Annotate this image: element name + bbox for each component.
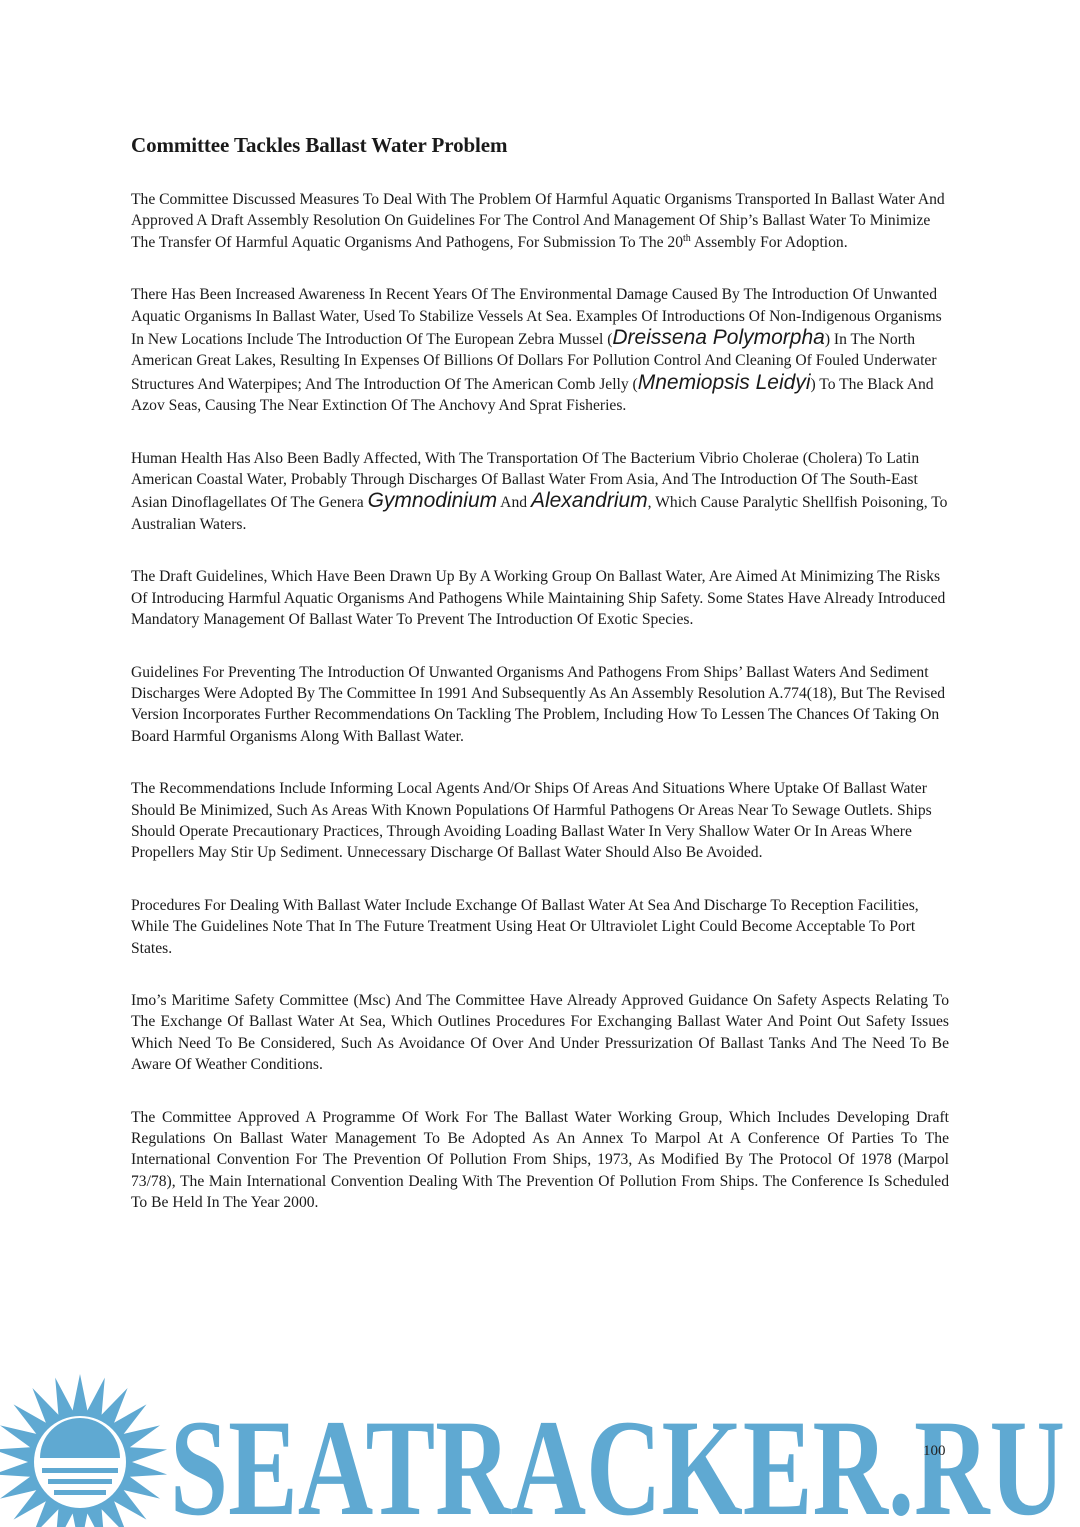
sun-wave — [54, 1490, 106, 1495]
paragraph-4: The Draft Guidelines, Which Have Been Drawn Up By A Working Group On Ballast Water, Are Aimed At Minimizing The Risks Of Introducing Harmful Aquatic Organisms And Pathogens While Maintaining Ship Safety. Some States Have Already Introduced Mandatory Management Of Ballast Water To Prevent The Introduction Of Exotic Species. — [131, 568, 946, 629]
paragraph-9: The Committee Approved A Programme Of Work For The Ballast Water Working Group, Which Includes Developing Draft Regulations On Ballast Water Management To Be Adopted As An Annex To Marpol At A Conference Of Parties To The International Convention For The Prevention Of Pollution From Ships, 1973, As Modified By The Protocol Of 1978 (Marpol 73/78), The Main International Convention Dealing With The Prevention Of Pollution From Ships. The Conference Is Scheduled To Be Held In The Year 2000. — [131, 1108, 949, 1212]
species-name: Gymnodinium — [367, 489, 498, 513]
watermark-text: SEATRACKER.RU — [170, 1391, 1065, 1527]
text-span: Assembly For Adoption. — [690, 233, 848, 251]
paragraph-8: Imo’s Maritime Safety Committee (Msc) And The Committee Have Already Approved Guidance On Safety Aspects Relating To The Exchange Of Ballast Water At Sea, Which Outlines Procedures For Exchanging Ballast Water And Point Out Safety Issues Which Need To Be Considered, Such As Avoidance Of Over And Under Pressurization Of Ballast Tanks And The Need To Be Aware Of Weather Conditions. — [131, 991, 949, 1074]
species-name: Mnemiopsis Leidyi — [637, 370, 811, 394]
paragraph-3 — [131, 448, 949, 536]
watermark-graphic — [0, 1362, 1080, 1527]
text-span: ) In The North American Great Lakes, Resulting In Expenses Of Billions Of Dollars For Pollution Control And Cleaning Of Fouled Underwater Structures And Waterpipes; And The Introduction Of The American Comb Jelly ( — [131, 331, 937, 393]
text-span: The Committee Discussed Measures To Deal With The Problem Of Harmful Aquatic Organisms Transported In Ballast Water And Approved A Draft Assembly Resolution On Guidelines For The Control And Management Of Ship’s Ballast Water To Minimize The Transfer Of Harmful Aquatic Organisms And Pathogens, For Submission To The 20 — [131, 191, 945, 251]
sun-wave — [42, 1468, 118, 1473]
text-span: Human Health Has Also Been Badly Affected, With The Transportation Of The Bacterium Vibrio Cholerae (Cholera) To Latin American Coastal Water, Probably Through Discharges Of Ballast Water From Asia, And The Introduction Of The South-East Asian Dinoflagellates Of The Genera — [131, 449, 920, 512]
text-span: , Which Cause Paralytic Shellfish Poisoning, To Australian Waters. — [131, 494, 948, 533]
text-span: There Has Been Increased Awareness In Recent Years Of The Environmental Damage Caused By The Introduction Of Unwanted Aquatic Organisms In Ballast Water, Used To Stabilize Vessels At Sea. Examples Of Introductions Of Non-Indigenous Organisms In New Locations Include The Introduction Of The European Zebra Mussel ( — [131, 286, 942, 349]
article — [131, 130, 949, 1245]
page-number: 100 — [923, 1443, 946, 1459]
text-span: ) To The Black And Azov Seas, Causing The Near Extinction Of The Anchovy And Sprat Fisheries. — [131, 375, 934, 415]
species-name: Dreissena Polymorpha — [612, 326, 825, 350]
watermark — [0, 1362, 1080, 1527]
paragraph-1 — [131, 189, 949, 253]
sun-icon — [0, 1374, 167, 1527]
superscript: th — [683, 232, 691, 244]
paragraph-2 — [131, 284, 949, 416]
paragraph-7: Procedures For Dealing With Ballast Water Include Exchange Of Ballast Water At Sea And Discharge To Reception Facilities, While The Guidelines Note That In The Future Treatment Using Heat Or Ultraviolet Light Could Become Acceptable To Port States. — [131, 896, 919, 957]
paragraph-6: The Recommendations Include Informing Local Agents And/Or Ships Of Areas And Situations Where Uptake Of Ballast Water Should Be Minimized, Such As Areas With Known Populations Of Harmful Pathogens Or Areas Near To Sewage Outlets. Ships Should Operate Precautionary Practices, Through Avoiding Loading Ballast Water In Very Shallow Water Or In Areas Where Propellers May Stir Up Sediment. Unnecessary Discharge Of Ballast Water Should Also Be Avoided. — [131, 780, 932, 862]
sun-wave — [48, 1479, 112, 1484]
paragraph-5: Guidelines For Preventing The Introduction Of Unwanted Organisms And Pathogens From Ships’ Ballast Waters And Sediment Discharges Were Adopted By The Committee In 1991 And Subsequently As An Assembly Resolution A.774(18), But The Revised Version Incorporates Further Recommendations On Tackling The Problem, Including How To Lessen The Chances Of Taking On Board Harmful Organisms Along With Ballast Water. — [131, 663, 946, 745]
page-title: Committee Tackles Ballast Water Problem — [131, 133, 508, 157]
text-span: And — [497, 494, 531, 512]
species-name: Alexandrium — [530, 489, 648, 513]
